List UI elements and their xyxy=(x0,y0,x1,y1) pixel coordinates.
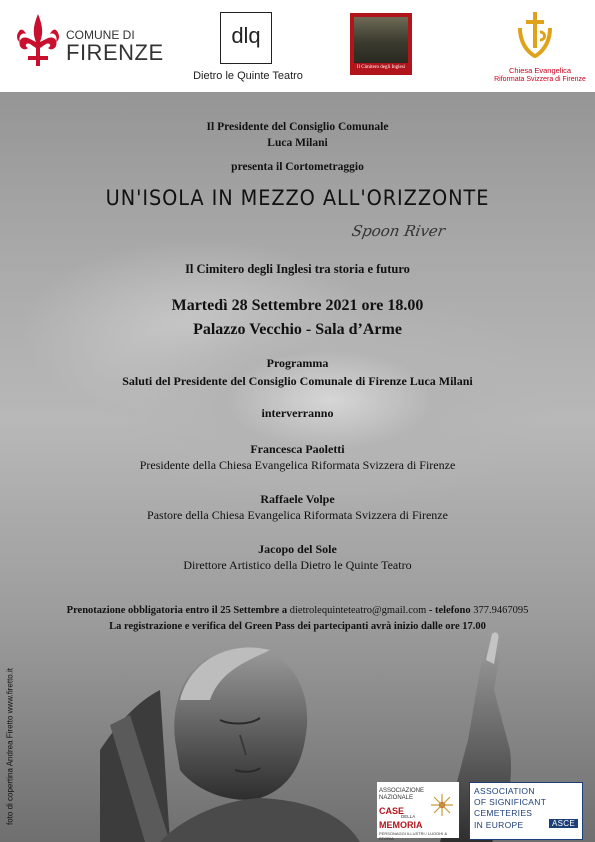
booking-line xyxy=(0,605,595,616)
asce-badge: ASCE xyxy=(549,819,578,828)
logo-header xyxy=(0,0,595,92)
case-line5: MEMORIA xyxy=(379,820,423,830)
dlq-label: Dietro le Quinte Teatro xyxy=(193,70,303,82)
cimitero-image xyxy=(354,17,408,63)
asce-line1: ASSOCIATION xyxy=(474,786,535,796)
booking-phone: 377.9467095 xyxy=(473,605,529,616)
speaker-name: Raffaele Volpe xyxy=(260,492,335,506)
intro-president: Il Presidente del Consiglio Comunale xyxy=(206,121,389,133)
dlq-mark: dlq xyxy=(231,23,261,48)
intro-presents: presenta il Cortometraggio xyxy=(231,161,364,173)
case-line2: NAZIONALE xyxy=(379,795,414,801)
asce-line3: CEMETERIES xyxy=(474,808,533,818)
chiesa-line1: Chiesa Evangelica xyxy=(508,66,572,75)
program-saluti: Saluti del Presidente del Consiglio Comunale di Firenze Luca Milani xyxy=(122,374,473,388)
case-line6: PERSONAGGI ILLUSTRI / LUOGHI & STORIA xyxy=(379,831,448,841)
booking-prefix: Prenotazione obbligatoria entro il 25 Settembre a xyxy=(66,605,290,616)
event-venue: Palazzo Vecchio - Sala d’Arme xyxy=(193,321,402,338)
florence-lily-icon xyxy=(14,12,62,68)
comune-label: COMUNE DI xyxy=(66,28,135,42)
film-title: UN'ISOLA IN MEZZO ALL'ORIZZONTE xyxy=(105,186,490,210)
booking-email-link[interactable]: dietrolequinteteatro@gmail.com xyxy=(289,605,427,616)
event-date: Martedì 28 Settembre 2021 ore 18.00 xyxy=(171,297,424,314)
green-pass-note: La registrazione e verifica del Green Pass dei partecipanti avrà inizio dalle ore 17.00 xyxy=(109,621,486,632)
booking-phone-label: - telefono xyxy=(426,605,474,616)
chiesa-cross-icon xyxy=(512,8,558,60)
chiesa-line2: Riformata Svizzera di Firenze xyxy=(494,76,586,83)
asce-logo xyxy=(469,782,583,840)
spoon-river-script: Spoon River xyxy=(350,222,447,240)
case-line3: CASE xyxy=(379,806,405,816)
speaker-name: Jacopo del Sole xyxy=(258,542,337,556)
case-della-memoria-logo xyxy=(377,782,459,841)
dlq-logo xyxy=(220,12,272,64)
case-line4: DELLA xyxy=(401,814,416,819)
asce-line2: OF SIGNIFICANT xyxy=(474,797,547,807)
city-label: FIRENZE xyxy=(66,40,164,65)
speaker-role: Presidente della Chiesa Evangelica Riformata Svizzera di Firenze xyxy=(139,458,456,472)
chiesa-logo xyxy=(490,8,590,90)
comune-firenze-logo xyxy=(14,12,164,72)
program-interverranno: interverranno xyxy=(261,406,334,420)
film-subtitle: Il Cimitero degli Inglesi tra storia e futuro xyxy=(185,262,410,276)
flower-icon xyxy=(429,792,455,818)
photo-credit: foto di copertina Andrea Firetto www.firetto.it xyxy=(5,668,15,825)
asce-line4: IN EUROPE xyxy=(474,820,524,830)
speaker-role: Direttore Artistico della Dietro le Quinte Teatro xyxy=(183,558,412,572)
case-line1: ASSOCIAZIONE xyxy=(379,788,425,794)
speaker-name: Francesca Paoletti xyxy=(250,442,345,456)
cimitero-logo xyxy=(350,13,412,75)
speaker-role: Pastore della Chiesa Evangelica Riformata Svizzera di Firenze xyxy=(147,508,448,522)
intro-name: Luca Milani xyxy=(267,137,328,149)
program-heading: Programma xyxy=(266,356,329,370)
cimitero-caption: Il Cimitero degli Inglesi xyxy=(356,65,406,70)
